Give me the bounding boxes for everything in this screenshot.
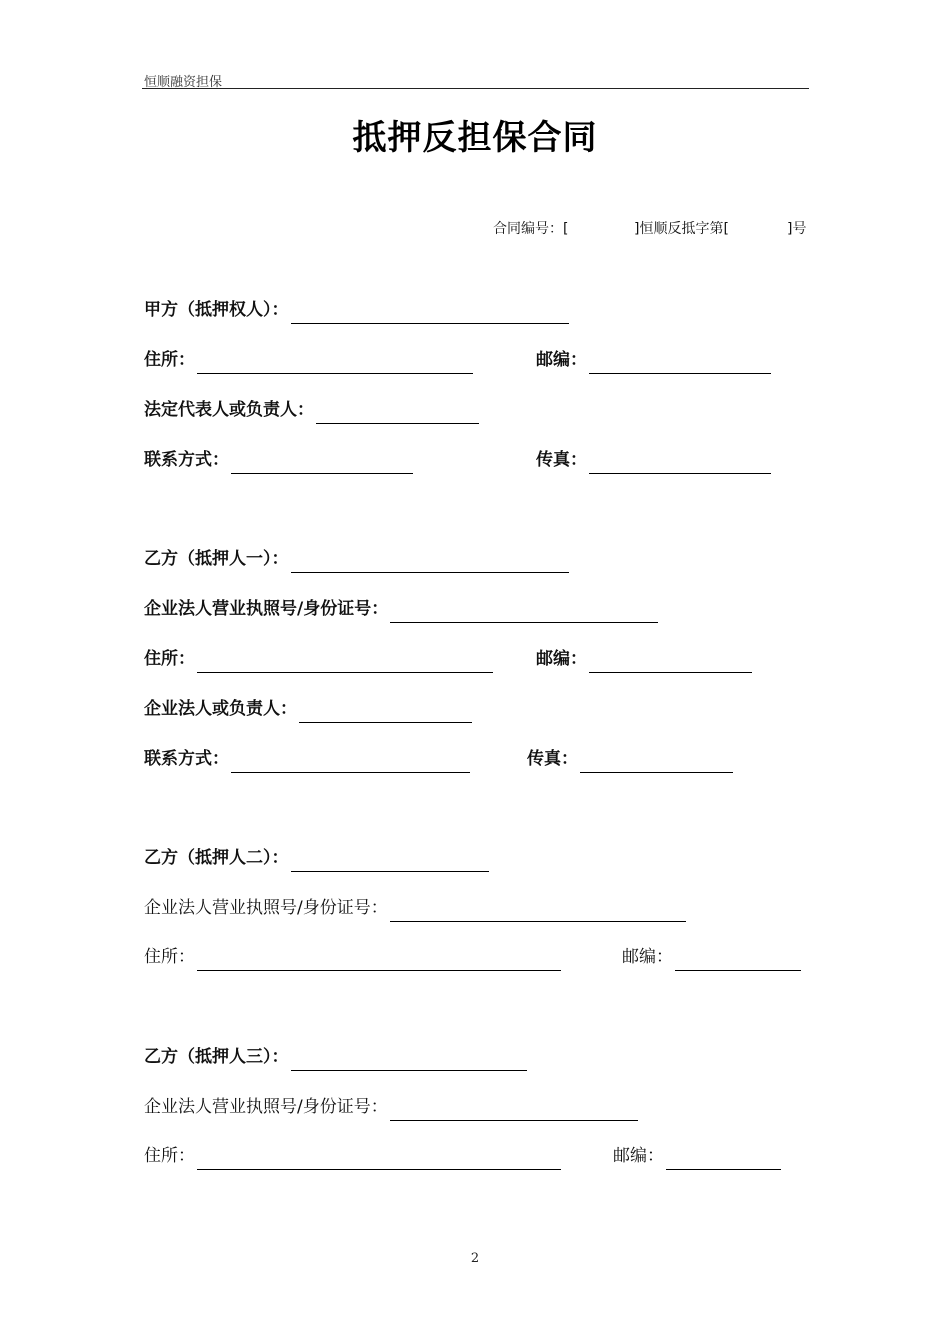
party-b1-name-field[interactable] bbox=[291, 554, 569, 573]
party-b2-name-field[interactable] bbox=[291, 853, 489, 872]
party-b3-postcode-row bbox=[613, 1146, 781, 1166]
contract-number-end: ]号 bbox=[787, 221, 807, 237]
party-a-postcode-field[interactable] bbox=[589, 355, 771, 374]
party-b3-name-field[interactable] bbox=[291, 1052, 527, 1071]
party-b3-license-label: 企业法人营业执照号/身份证号： bbox=[144, 1097, 388, 1117]
party-b1-fax-row bbox=[527, 749, 733, 769]
party-a-postcode-label: 邮编： bbox=[536, 350, 587, 370]
party-b3-address-label: 住所： bbox=[144, 1146, 195, 1166]
party-b2-license-field[interactable] bbox=[390, 903, 686, 922]
contract-number-mid: ]恒顺反抵字第[ bbox=[634, 221, 729, 237]
party-b1-license-label: 企业法人营业执照号/身份证号： bbox=[144, 599, 389, 619]
party-b2-license-label: 企业法人营业执照号/身份证号： bbox=[144, 898, 388, 918]
party-b3-address-row bbox=[144, 1146, 561, 1166]
party-a-fax-label: 传真： bbox=[536, 450, 587, 470]
party-a-name-field[interactable] bbox=[291, 305, 569, 324]
party-b1-legal-rep-row bbox=[144, 699, 472, 719]
party-b3-heading-row bbox=[144, 1047, 527, 1067]
party-a-heading: 甲方（抵押权人）： bbox=[144, 300, 289, 320]
party-a-contact-field[interactable] bbox=[231, 455, 413, 474]
page-number: 2 bbox=[470, 1251, 480, 1266]
header-divider bbox=[142, 88, 809, 89]
party-a-heading-row bbox=[144, 300, 569, 320]
party-b2-address-row bbox=[144, 947, 561, 967]
party-b1-contact-row bbox=[144, 749, 470, 769]
party-a-address-field[interactable] bbox=[197, 355, 473, 374]
party-a-legal-rep-label: 法定代表人或负责人： bbox=[144, 400, 314, 420]
document-title: 抵押反担保合同 bbox=[352, 118, 598, 158]
party-b2-heading: 乙方（抵押人二）： bbox=[144, 848, 289, 868]
party-b1-contact-field[interactable] bbox=[231, 754, 470, 773]
party-a-postcode-row bbox=[536, 350, 771, 370]
party-a-contact-label: 联系方式： bbox=[144, 450, 229, 470]
party-b3-address-field[interactable] bbox=[197, 1151, 561, 1170]
party-a-legal-rep-field[interactable] bbox=[316, 405, 479, 424]
party-b1-heading-row bbox=[144, 549, 569, 569]
party-b1-license-field[interactable] bbox=[390, 604, 658, 623]
party-b1-fax-label: 传真： bbox=[527, 749, 578, 769]
party-b2-postcode-field[interactable] bbox=[675, 952, 801, 971]
party-b1-contact-label: 联系方式： bbox=[144, 749, 229, 769]
party-b1-address-label: 住所： bbox=[144, 649, 195, 669]
party-b2-address-field[interactable] bbox=[197, 952, 561, 971]
party-b1-legal-rep-label: 企业法人或负责人： bbox=[144, 699, 297, 719]
party-b1-address-field[interactable] bbox=[197, 654, 493, 673]
party-b2-postcode-label: 邮编： bbox=[622, 947, 673, 967]
party-b1-address-row bbox=[144, 649, 493, 669]
party-a-fax-row bbox=[536, 450, 771, 470]
party-a-contact-row bbox=[144, 450, 413, 470]
party-b1-heading: 乙方（抵押人一）： bbox=[144, 549, 289, 569]
party-b3-license-row bbox=[144, 1097, 638, 1117]
party-a-address-label: 住所： bbox=[144, 350, 195, 370]
party-b2-license-row bbox=[144, 898, 686, 918]
party-b1-fax-field[interactable] bbox=[580, 754, 733, 773]
party-b3-heading: 乙方（抵押人三）： bbox=[144, 1047, 289, 1067]
party-b3-postcode-field[interactable] bbox=[666, 1151, 781, 1170]
party-b3-license-field[interactable] bbox=[390, 1102, 638, 1121]
party-a-legal-rep-row bbox=[144, 400, 479, 420]
party-b1-postcode-field[interactable] bbox=[589, 654, 752, 673]
party-b1-license-row bbox=[144, 599, 658, 619]
party-b2-postcode-row bbox=[622, 947, 801, 967]
party-b1-postcode-row bbox=[536, 649, 752, 669]
party-b1-postcode-label: 邮编： bbox=[536, 649, 587, 669]
party-a-fax-field[interactable] bbox=[589, 455, 771, 474]
party-b1-legal-rep-field[interactable] bbox=[299, 704, 472, 723]
party-b2-heading-row bbox=[144, 848, 489, 868]
party-b3-postcode-label: 邮编： bbox=[613, 1146, 664, 1166]
party-b2-address-label: 住所： bbox=[144, 947, 195, 967]
header-company: 恒顺融资担保 bbox=[144, 75, 223, 90]
contract-number-label: 合同编号：[ bbox=[493, 221, 569, 237]
party-a-address-row bbox=[144, 350, 473, 370]
